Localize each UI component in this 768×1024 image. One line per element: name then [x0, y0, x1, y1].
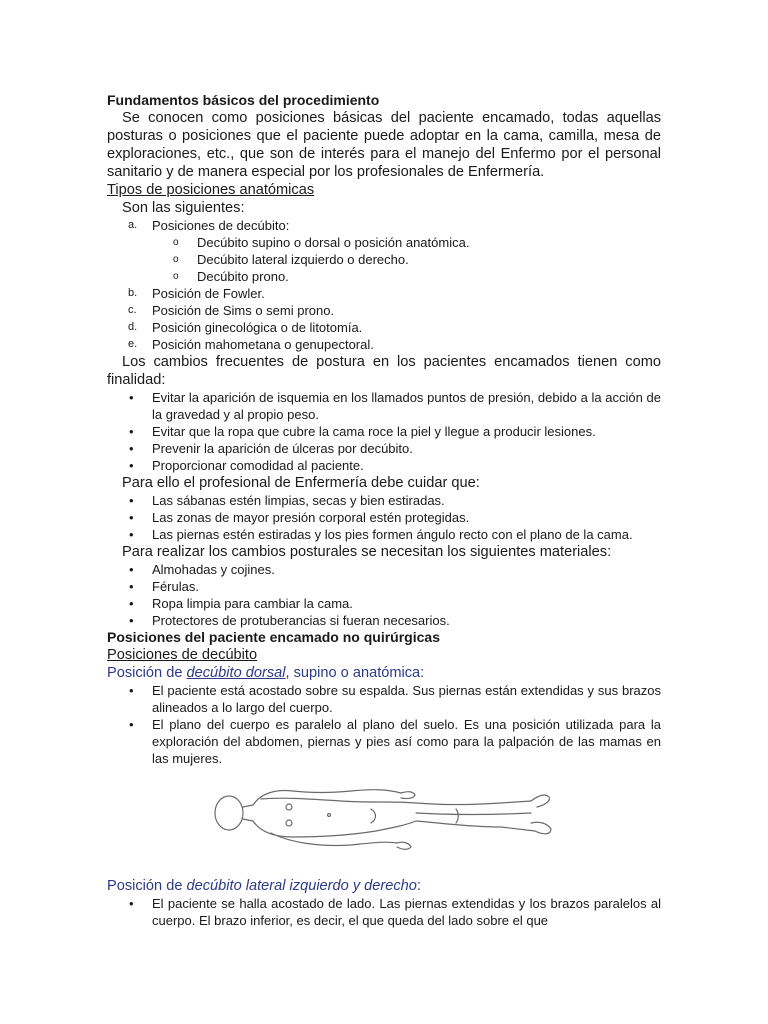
- bullet-marker: •: [129, 424, 134, 439]
- list-marker: d.: [128, 321, 138, 333]
- list-item: [107, 578, 661, 595]
- dorsal-list: [107, 682, 661, 767]
- lateral-heading: [107, 877, 661, 895]
- list-item-text: Prevenir la aparición de úlceras por decúbito.: [152, 441, 413, 456]
- bullet-marker: •: [129, 683, 134, 698]
- list-item: [107, 336, 661, 353]
- circle-marker: o: [173, 237, 179, 248]
- list-item-text: Decúbito lateral izquierdo o derecho.: [197, 252, 409, 267]
- supine-figure-illustration: [107, 771, 661, 863]
- bullet-marker: •: [129, 596, 134, 611]
- bullet-marker: •: [129, 493, 134, 508]
- list-item: [107, 561, 661, 578]
- materiales-list: [107, 561, 661, 629]
- positions-list: [107, 217, 661, 353]
- section-title: Fundamentos básicos del procedimiento: [107, 92, 380, 108]
- list-marker: a.: [128, 219, 138, 231]
- dorsal-heading: [107, 664, 661, 682]
- list-item: [107, 302, 661, 319]
- list-item-text: Proporcionar comodidad al paciente.: [152, 458, 364, 473]
- list-item: [107, 440, 661, 457]
- list-item: [107, 389, 661, 423]
- document-page: [107, 92, 661, 929]
- list-item-text: El paciente está acostado sobre su espalda. Sus piernas están extendidas y sus brazos alineados a lo largo del cuerpo.: [152, 683, 661, 715]
- list-item: [107, 234, 661, 251]
- son-las-siguientes: Son las siguientes:: [122, 200, 245, 216]
- list-item: [107, 319, 661, 336]
- materiales-intro: Para realizar los cambios posturales se necesitan los siguientes materiales:: [122, 544, 612, 560]
- decubito-dorsal-link[interactable]: decúbito dorsal: [186, 665, 286, 681]
- dorsal-suffix: , supino o anatómica:: [285, 665, 425, 681]
- supine-body-drawing: [201, 771, 571, 863]
- list-item: [107, 682, 661, 716]
- decubito-sublist: [107, 234, 661, 285]
- bullet-marker: •: [129, 896, 134, 911]
- list-item-text: Las sábanas estén limpias, secas y bien estiradas.: [152, 493, 445, 508]
- posiciones-decubito-heading: Posiciones de decúbito: [107, 647, 258, 663]
- cuidar-intro: Para ello el profesional de Enfermería debe cuidar que:: [122, 475, 480, 491]
- list-item-text: El plano del cuerpo es paralelo al plano del suelo. Es una posición utilizada para la exploración del abdomen, piernas y pies así como para la palpación de las mamas en las mujeres.: [152, 717, 661, 766]
- bullet-marker: •: [129, 717, 134, 732]
- bullet-marker: •: [129, 510, 134, 525]
- finalidad-list: [107, 389, 661, 474]
- intro-paragraph: Se conocen como posiciones básicas del paciente encamado, todas aquellas posturas o posiciones que el paciente puede adoptar en la cama, camilla, mesa de exploraciones, etc., que son de interés para el manejo del Enfermo por el personal sanitario y de manera especial por los profesionales de Enfermería.: [107, 110, 661, 180]
- bullet-marker: •: [129, 441, 134, 456]
- list-marker: c.: [128, 304, 137, 316]
- list-item: [107, 895, 661, 929]
- list-marker: b.: [128, 287, 138, 299]
- list-item-text: Almohadas y cojines.: [152, 562, 275, 577]
- list-item-text: Posición de Sims o semi prono.: [152, 303, 335, 318]
- list-item: [107, 492, 661, 509]
- list-item-text: Protectores de protuberancias si fueran necesarios.: [152, 613, 450, 628]
- lateral-suffix: :: [416, 878, 421, 894]
- list-item: [107, 716, 661, 767]
- cuidar-list: [107, 492, 661, 543]
- list-item-text: Férulas.: [152, 579, 199, 594]
- bullet-marker: •: [129, 458, 134, 473]
- circle-marker: o: [173, 271, 179, 282]
- no-quirurgicas-heading: Posiciones del paciente encamado no quirúrgicas: [107, 629, 440, 645]
- list-item-text: Las zonas de mayor presión corporal estén protegidas.: [152, 510, 470, 525]
- bullet-marker: •: [129, 562, 134, 577]
- list-item-text: Evitar la aparición de isquemia en los llamados puntos de presión, debido a la acción de la gravedad y al propio peso.: [152, 390, 661, 422]
- list-item: [107, 268, 661, 285]
- list-item: [107, 509, 661, 526]
- list-item-text: Posición de Fowler.: [152, 286, 265, 301]
- list-item-text: Las piernas estén estiradas y los pies formen ángulo recto con el plano de la cama.: [152, 527, 633, 542]
- dorsal-prefix: Posición de: [107, 665, 187, 681]
- bullet-marker: •: [129, 613, 134, 628]
- lateral-prefix: Posición de: [107, 878, 187, 894]
- lateral-italic: decúbito lateral izquierdo y derecho: [186, 878, 417, 894]
- tipos-heading: Tipos de posiciones anatómicas: [107, 182, 315, 198]
- list-item-text: Evitar que la ropa que cubre la cama roce la piel y llegue a producir lesiones.: [152, 424, 596, 439]
- list-item-text: Ropa limpia para cambiar la cama.: [152, 596, 353, 611]
- list-item: [107, 423, 661, 440]
- lateral-list: [107, 895, 661, 929]
- list-item: [107, 612, 661, 629]
- list-marker: e.: [128, 338, 138, 350]
- bullet-marker: •: [129, 527, 134, 542]
- list-item: [107, 457, 661, 474]
- bullet-marker: •: [129, 390, 134, 405]
- list-item-text: Posición ginecológica o de litotomía.: [152, 320, 363, 335]
- list-item-text: Decúbito supino o dorsal o posición anatómica.: [197, 235, 470, 250]
- list-item: [107, 526, 661, 543]
- bullet-marker: •: [129, 579, 134, 594]
- list-item-text: Posición mahometana o genupectoral.: [152, 337, 374, 352]
- list-item: [107, 217, 661, 285]
- list-item-text: El paciente se halla acostado de lado. Las piernas extendidas y los brazos paralelos al cuerpo. El brazo inferior, es decir, el que queda del lado sobre el que: [152, 896, 661, 928]
- list-item-text: Posiciones de decúbito:: [152, 218, 290, 233]
- list-item: [107, 595, 661, 612]
- circle-marker: o: [173, 254, 179, 265]
- list-item: [107, 285, 661, 302]
- cambios-paragraph: Los cambios frecuentes de postura en los pacientes encamados tienen como finalidad:: [107, 354, 661, 388]
- list-item: [107, 251, 661, 268]
- list-item-text: Decúbito prono.: [197, 269, 289, 284]
